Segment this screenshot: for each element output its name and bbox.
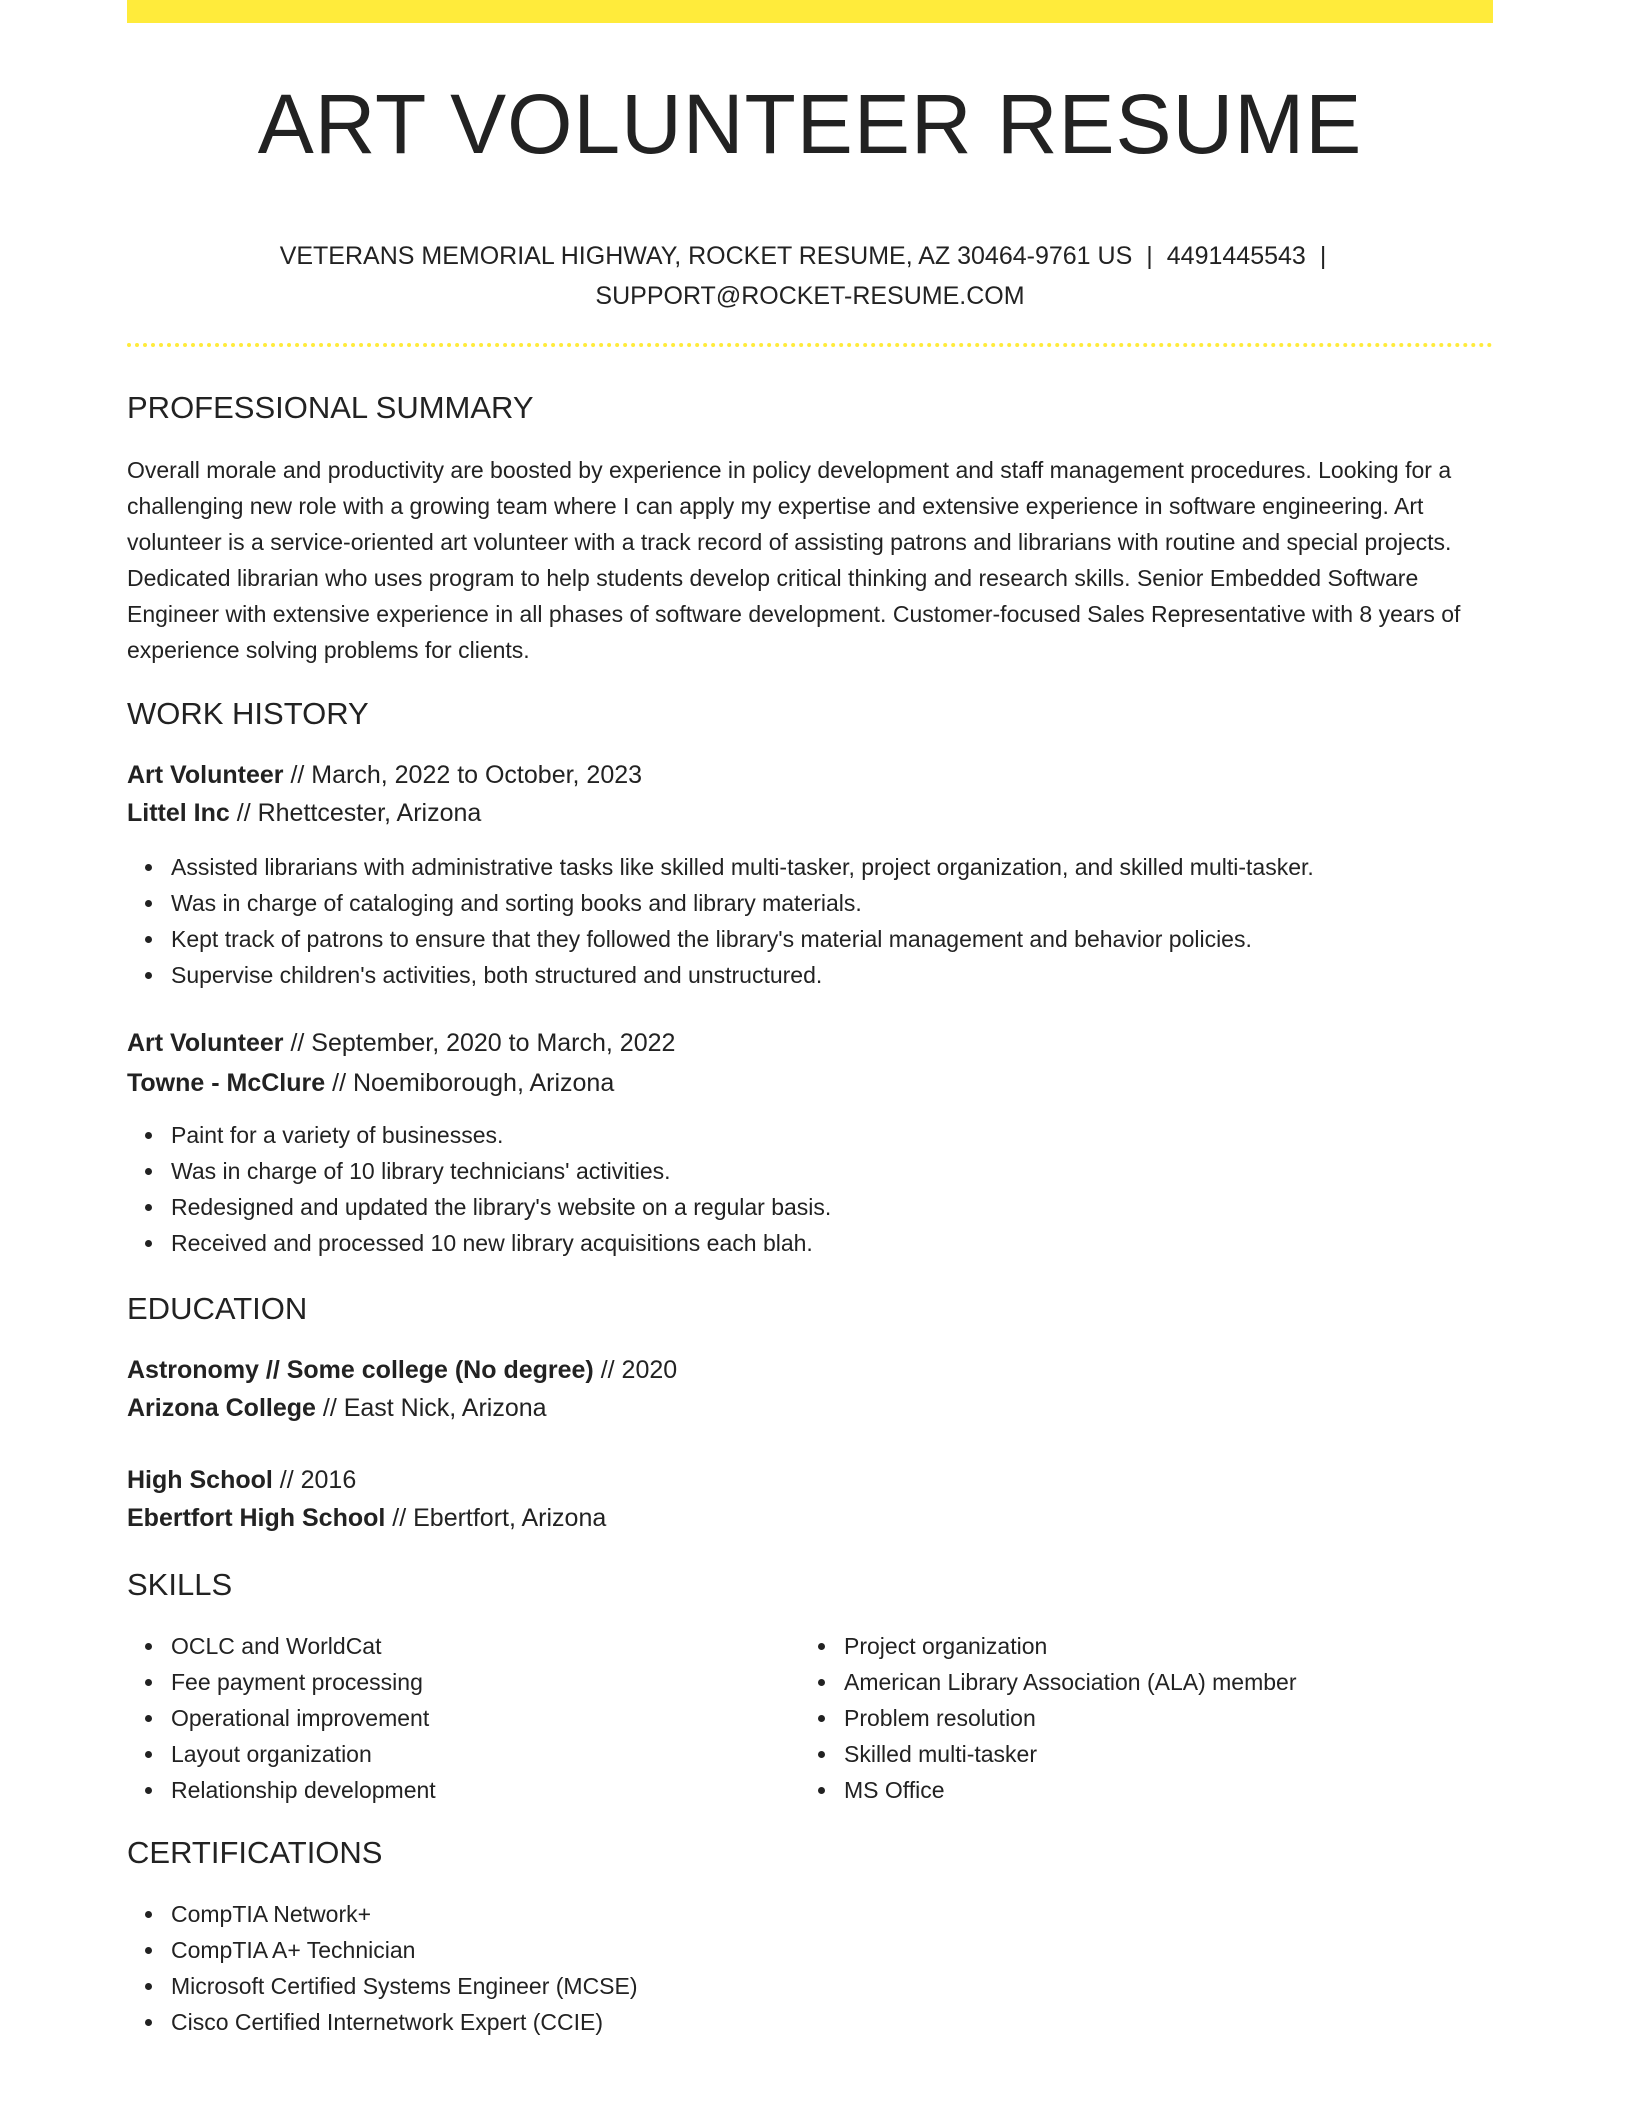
education-heading: EDUCATION [127,1291,308,1326]
list-item: Fee payment processing [171,1664,811,1700]
list-item: Was in charge of 10 library technicians' activities. [171,1153,831,1189]
list-item: Assisted librarians with administrative tasks like skilled multi-tasker, project organization, and skilled multi-tasker. [171,849,1314,885]
list-item: CompTIA Network+ [171,1896,638,1932]
education-degree: High School [127,1466,273,1494]
list-item: Project organization [844,1628,1484,1664]
list-item: Problem resolution [844,1700,1484,1736]
education-location: // Ebertfort, Arizona [385,1504,607,1532]
job-duties-list [127,849,1314,993]
contact-separator: | [1319,242,1327,270]
job-company: Littel Inc [127,799,230,827]
job-title-line [127,1025,675,1061]
summary-heading: PROFESSIONAL SUMMARY [127,390,534,425]
accent-top-bar [127,0,1493,23]
education-degree: Astronomy // Some college (No degree) [127,1356,594,1384]
education-location: // East Nick, Arizona [315,1394,547,1422]
list-item: Kept track of patrons to ensure that they followed the library's material management and behavior policies. [171,921,1314,957]
education-school-line [127,1390,547,1426]
list-item: CompTIA A+ Technician [171,1932,638,1968]
list-item: MS Office [844,1772,1484,1808]
job-dates: // September, 2020 to March, 2022 [283,1029,676,1057]
list-item: Skilled multi-tasker [844,1736,1484,1772]
list-item: Layout organization [171,1736,811,1772]
summary-text: Overall morale and productivity are boosted by experience in policy development and staff management procedures. Looking for a challenging new role with a growing team where I can apply my expertise and extensive experience in software engineering. Art volunteer is a service-oriented art volunteer with a track record of assisting patrons and librarians with routine and special projects. Dedicated librarian who uses program to help students develop critical thinking and research skills. Senior Embedded Software Engineer with extensive experience in all phases of software development. Customer-focused Sales Representative with 8 years of experience solving problems for clients. [127,457,1461,663]
job-dates: // March, 2022 to October, 2023 [283,761,643,789]
job-company: Towne - McClure [127,1069,326,1097]
contact-email: SUPPORT@ROCKET-RESUME.COM [595,282,1025,310]
work-history-heading: WORK HISTORY [127,696,369,731]
list-item: Cisco Certified Internetwork Expert (CCIE) [171,2004,638,2040]
certifications-heading: CERTIFICATIONS [127,1835,383,1870]
list-item: Relationship development [171,1772,811,1808]
contact-phone: 4491445543 [1166,242,1306,270]
contact-address: VETERANS MEMORIAL HIGHWAY, ROCKET RESUME, AZ 30464-9761 US [279,242,1133,270]
skills-list-left [127,1628,811,1808]
list-item: Received and processed 10 new library acquisitions each blah. [171,1225,831,1261]
education-degree-line [127,1462,356,1498]
certifications-list [127,1896,638,2040]
list-item: OCLC and WorldCat [171,1628,811,1664]
list-item: Redesigned and updated the library's website on a regular basis. [171,1189,831,1225]
list-item: Supervise children's activities, both structured and unstructured. [171,957,1314,993]
skills-heading: SKILLS [127,1567,233,1602]
resume-title: ART VOLUNTEER RESUME [257,77,1363,171]
contact-separator: | [1146,242,1153,270]
list-item: Operational improvement [171,1700,811,1736]
job-title-line [127,757,642,793]
job-title: Art Volunteer [127,761,284,789]
list-item: Microsoft Certified Systems Engineer (MCSE) [171,1968,638,2004]
list-item: Paint for a variety of businesses. [171,1117,831,1153]
dotted-divider [127,343,1493,347]
education-school: Arizona College [127,1394,316,1422]
list-item: Was in charge of cataloging and sorting books and library materials. [171,885,1314,921]
contact-info [127,236,1493,316]
job-location: // Noemiborough, Arizona [325,1069,615,1097]
skills-list-right [800,1628,1484,1808]
job-location: // Rhettcester, Arizona [229,799,482,827]
education-year: // 2016 [272,1466,357,1494]
list-item: American Library Association (ALA) member [844,1664,1484,1700]
education-degree-line [127,1352,677,1388]
education-school: Ebertfort High School [127,1504,386,1532]
job-company-line [127,1065,614,1101]
job-title: Art Volunteer [127,1029,284,1057]
job-duties-list [127,1117,831,1261]
education-year: // 2020 [593,1356,678,1384]
job-company-line [127,795,481,831]
education-school-line [127,1500,606,1536]
